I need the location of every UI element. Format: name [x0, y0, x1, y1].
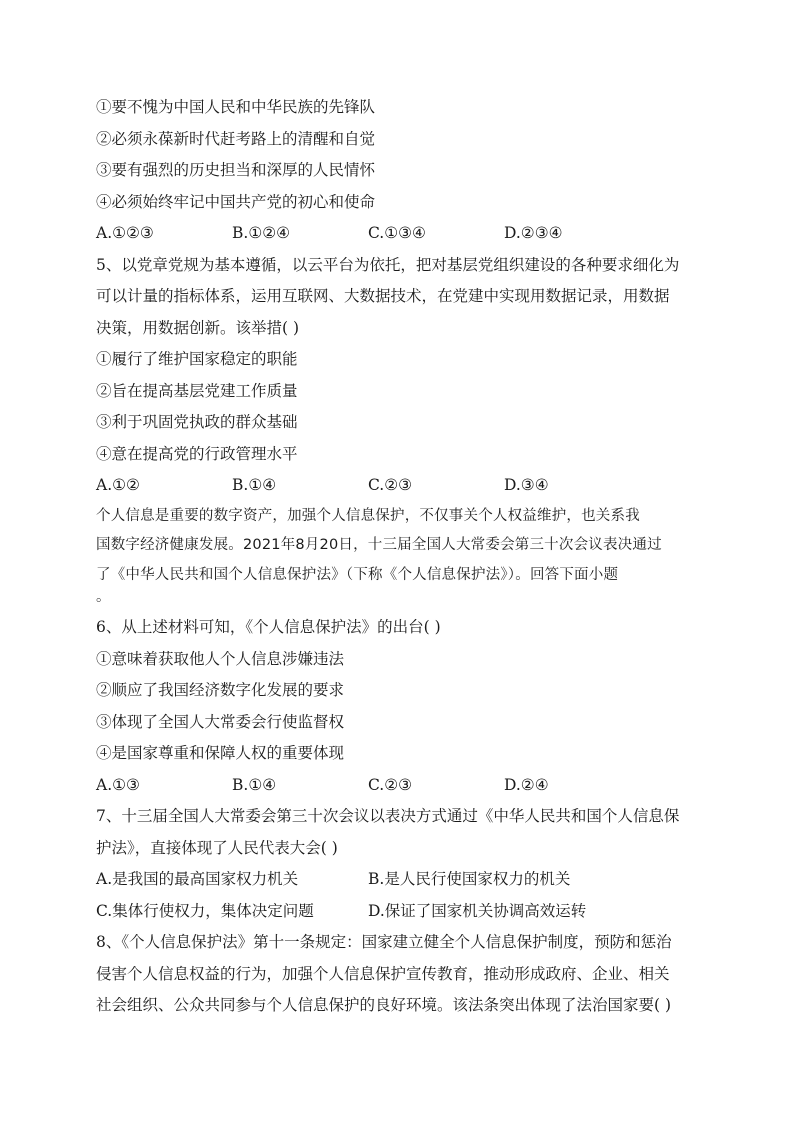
question-6	[96, 612, 706, 801]
q4-option-a: A.①②③	[96, 224, 154, 242]
material-line-1: 个人信息是重要的数字资产，加强个人信息保护，不仅事关个人权益维护，也关系我	[96, 507, 640, 524]
material-line-3: 了《中华人民共和国个人信息保护法》（下称《个人信息保护法》）。回答下面小题	[96, 566, 619, 583]
q6-statement-4: ④是国家尊重和保障人权的重要体现	[96, 744, 345, 762]
q5-stem-line-3: 决策，用数据创新。该举措( )	[96, 318, 300, 337]
question-4-tail	[96, 92, 706, 250]
q5-options	[96, 470, 706, 502]
material-line-2: 国数字经济健康发展。2021年8月20日，十三届全国人大常委会第三十次会议表决通过	[96, 537, 662, 553]
q6-statement-1: ①意味着获取他人个人信息涉嫌违法	[96, 649, 345, 668]
q4-option-c: C.①③④	[368, 224, 426, 242]
q6-option-c: C.②③	[368, 775, 413, 794]
question-8	[96, 927, 706, 1022]
q4-statement-4: ④必须始终牢记中国共产党的初心和使命	[96, 192, 376, 211]
q5-statement-1: ①履行了维护国家稳定的职能	[96, 350, 298, 368]
q5-stem-line-2: 可以计量的指标体系，运用互联网、大数据技术，在党建中实现用数据记录，用数据	[96, 287, 670, 305]
q7-options-row-1	[96, 864, 706, 896]
q7-option-d: D.保证了国家机关协调高效运转	[368, 901, 587, 920]
q6-stem-line-1: 6、从上述材料可知，《个人信息保护法》的出台( )	[96, 618, 441, 636]
q8-stem-line-1: 8、《个人信息保护法》第十一条规定：国家建立健全个人信息保护制度，预防和惩治	[96, 933, 672, 951]
q7-options-row-2	[96, 896, 706, 928]
question-5	[96, 250, 706, 502]
q5-statement-3: ③利于巩固党执政的群众基础	[96, 413, 298, 431]
q5-statement-4: ④意在提高党的行政管理水平	[96, 444, 298, 463]
q4-option-b: B.①②④	[232, 224, 291, 242]
q6-option-a: A.①③	[96, 775, 140, 794]
q5-option-d: D.③④	[504, 476, 549, 494]
q6-statement-3: ③体现了全国人大常委会行使监督权	[96, 712, 345, 731]
q4-options	[96, 218, 706, 250]
q5-stem-line-1: 5、以党章党规为基本遵循，以云平台为依托，把对基层党组织建设的各种要求细化为	[96, 255, 680, 274]
q7-option-c: C.集体行使权力，集体决定问题	[96, 901, 314, 920]
exam-page	[96, 92, 706, 1022]
q4-statement-3: ③要有强烈的历史担当和深厚的人民情怀	[96, 161, 376, 179]
question-7	[96, 801, 706, 927]
q5-option-a: A.①②	[96, 476, 140, 494]
q6-options	[96, 770, 706, 802]
q6-option-b: B.①④	[232, 775, 277, 794]
q7-stem-line-2: 护法》，直接体现了人民代表大会( )	[96, 838, 338, 857]
material-trailing-mark: 。	[96, 589, 111, 605]
q7-option-a: A.是我国的最高国家权力机关	[96, 870, 299, 888]
q8-stem-line-3: 社会组织、公众共同参与个人信息保护的良好环境。该法条突出体现了法治国家要( )	[96, 996, 672, 1014]
q5-option-b: B.①④	[232, 476, 277, 494]
q6-statement-2: ②顺应了我国经济数字化发展的要求	[96, 681, 345, 699]
reading-material	[96, 502, 706, 613]
q4-statement-1: ①要不愧为中国人民和中华民族的先锋队	[96, 98, 376, 116]
q7-option-b: B.是人民行使国家权力的机关	[368, 870, 571, 888]
q4-option-d: D.②③④	[504, 224, 563, 242]
q5-option-c: C.②③	[368, 476, 413, 494]
q8-stem-line-2: 侵害个人信息权益的行为，加强个人信息保护宣传教育，推动形成政府、企业、相关	[96, 964, 670, 983]
q4-statement-2: ②必须永葆新时代赶考路上的清醒和自觉	[96, 129, 376, 148]
q6-option-d: D.②④	[504, 775, 549, 794]
q5-statement-2: ②旨在提高基层党建工作质量	[96, 381, 298, 400]
q7-stem-line-1: 7、十三届全国人大常委会第三十次会议以表决方式通过《中华人民共和国个人信息保	[96, 807, 680, 825]
